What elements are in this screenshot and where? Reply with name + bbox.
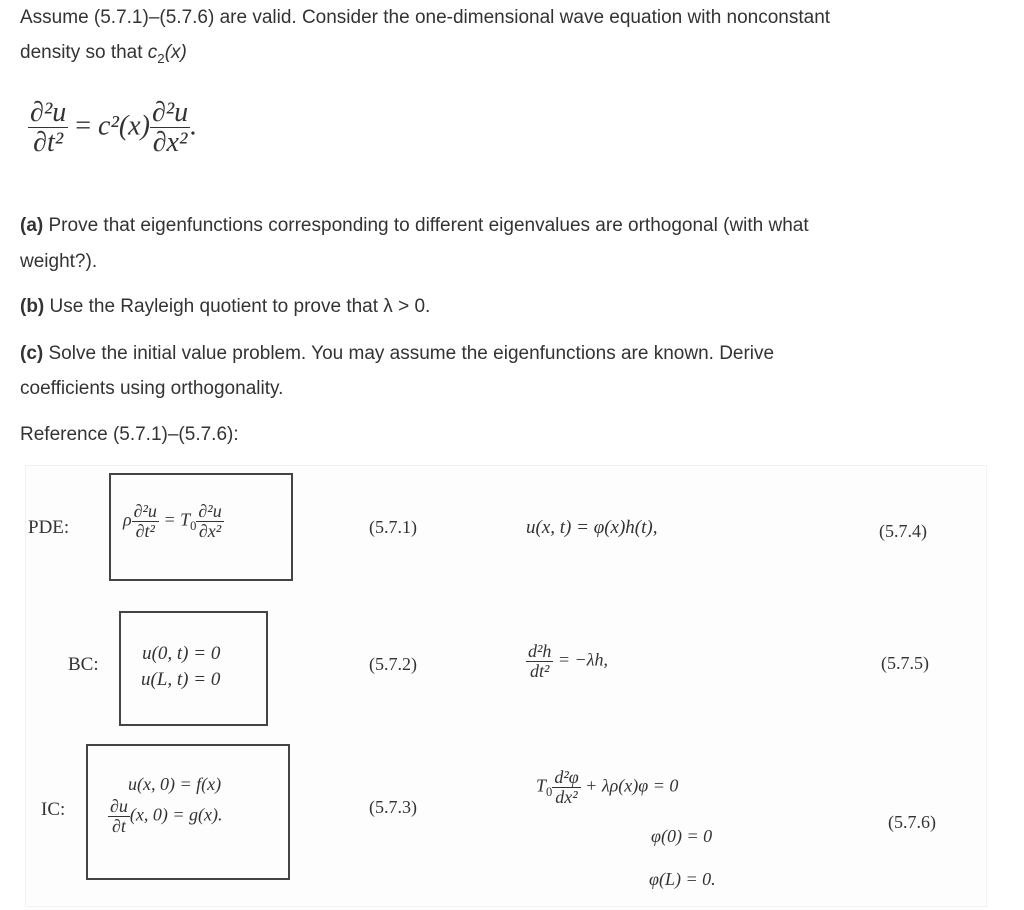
coefficient: c²(x) [98,110,150,142]
part-c-label: (c) [20,343,44,364]
ic-equations [108,771,223,836]
equals-sign: = [75,110,92,142]
pde-label: PDE: [28,517,70,538]
part-c-text: Solve the initial value problem. You may assume the eigenfunctions are known. Derive [43,343,775,364]
eq-number-5-7-4: (5.7.4) [879,521,927,541]
eq6-T: T [536,775,547,796]
eq5 [526,642,608,681]
eq5-rhs: = −λh, [557,649,608,670]
pde-den-2: ∂x² [198,520,222,541]
eq6 [536,768,678,807]
c-argument: (x) [164,42,187,63]
eq-number-5-7-5: (5.7.5) [881,653,929,673]
part-a-label: (a) [20,215,44,236]
part-a-text-2: weight?). [20,251,98,272]
part-b-text: Use the Rayleigh quotient to prove that λ > 0. [44,296,431,317]
eq6-line-3: φ(L) = 0. [649,869,716,889]
reference-equations-image [25,465,987,907]
eq6-line-2: φ(0) = 0 [651,826,713,846]
bc-line-2: u(L, t) = 0 [141,669,221,690]
eq-number-5-7-1: (5.7.1) [369,517,417,537]
main-equation [28,98,197,158]
pde-eq: = T [163,509,191,530]
ic-line-2: (x, 0) = g(x). [129,804,223,825]
eq5-num: d²h [528,641,552,661]
ic-line-1: u(x, 0) = f(x) [128,774,222,794]
rhs-numerator: ∂²u [151,97,189,128]
part-a-text: Prove that eigenfunctions corresponding to different eigenvalues are orthogonal (with what [43,215,809,236]
eq-number-5-7-2: (5.7.2) [369,654,417,674]
bc-line-1: u(0, t) = 0 [142,643,221,664]
c-symbol: c [147,42,158,63]
intro-line-2 [20,41,187,71]
ic-num: ∂u [110,796,128,816]
eq4: u(x, t) = φ(x)h(t), [526,517,658,538]
part-a [20,214,809,238]
part-b [20,295,430,319]
ic-label: IC: [41,799,66,820]
intro-text: density so that [20,42,148,63]
lhs-numerator: ∂²u [30,97,67,128]
ic-den: ∂t [112,815,126,836]
pde-num-2: ∂²u [198,501,222,521]
reference-heading: Reference (5.7.1)–(5.7.6): [20,424,239,445]
eq6-rhs: + λρ(x)φ = 0 [585,775,679,796]
eq6-num: d²φ [554,767,579,787]
c-subscript: 2 [157,50,165,66]
rho: ρ [123,509,132,530]
eq5-den: dt² [530,660,550,681]
bc-label: BC: [68,654,99,675]
pde-sub: 0 [190,519,197,534]
eq-number-5-7-6: (5.7.6) [888,812,936,832]
period: . [190,110,198,142]
part-c-text-2: coefficients using orthogonality. [20,378,284,399]
pde-den-1: ∂t² [135,520,155,541]
pde-equation [123,502,224,541]
eq6-sub: 0 [546,785,553,800]
rhs-denominator: ∂x² [152,127,188,159]
part-b-label: (b) [20,296,45,317]
lhs-denominator: ∂t² [33,127,64,159]
intro-line-1: Assume (5.7.1)–(5.7.6) are valid. Consider the one-dimensional wave equation with nonconstant [20,7,831,28]
bc-equations [141,641,220,693]
part-c [20,342,774,366]
eq-number-5-7-3: (5.7.3) [369,797,417,817]
eq6-den: dx² [555,786,578,807]
pde-num-1: ∂²u [133,501,157,521]
